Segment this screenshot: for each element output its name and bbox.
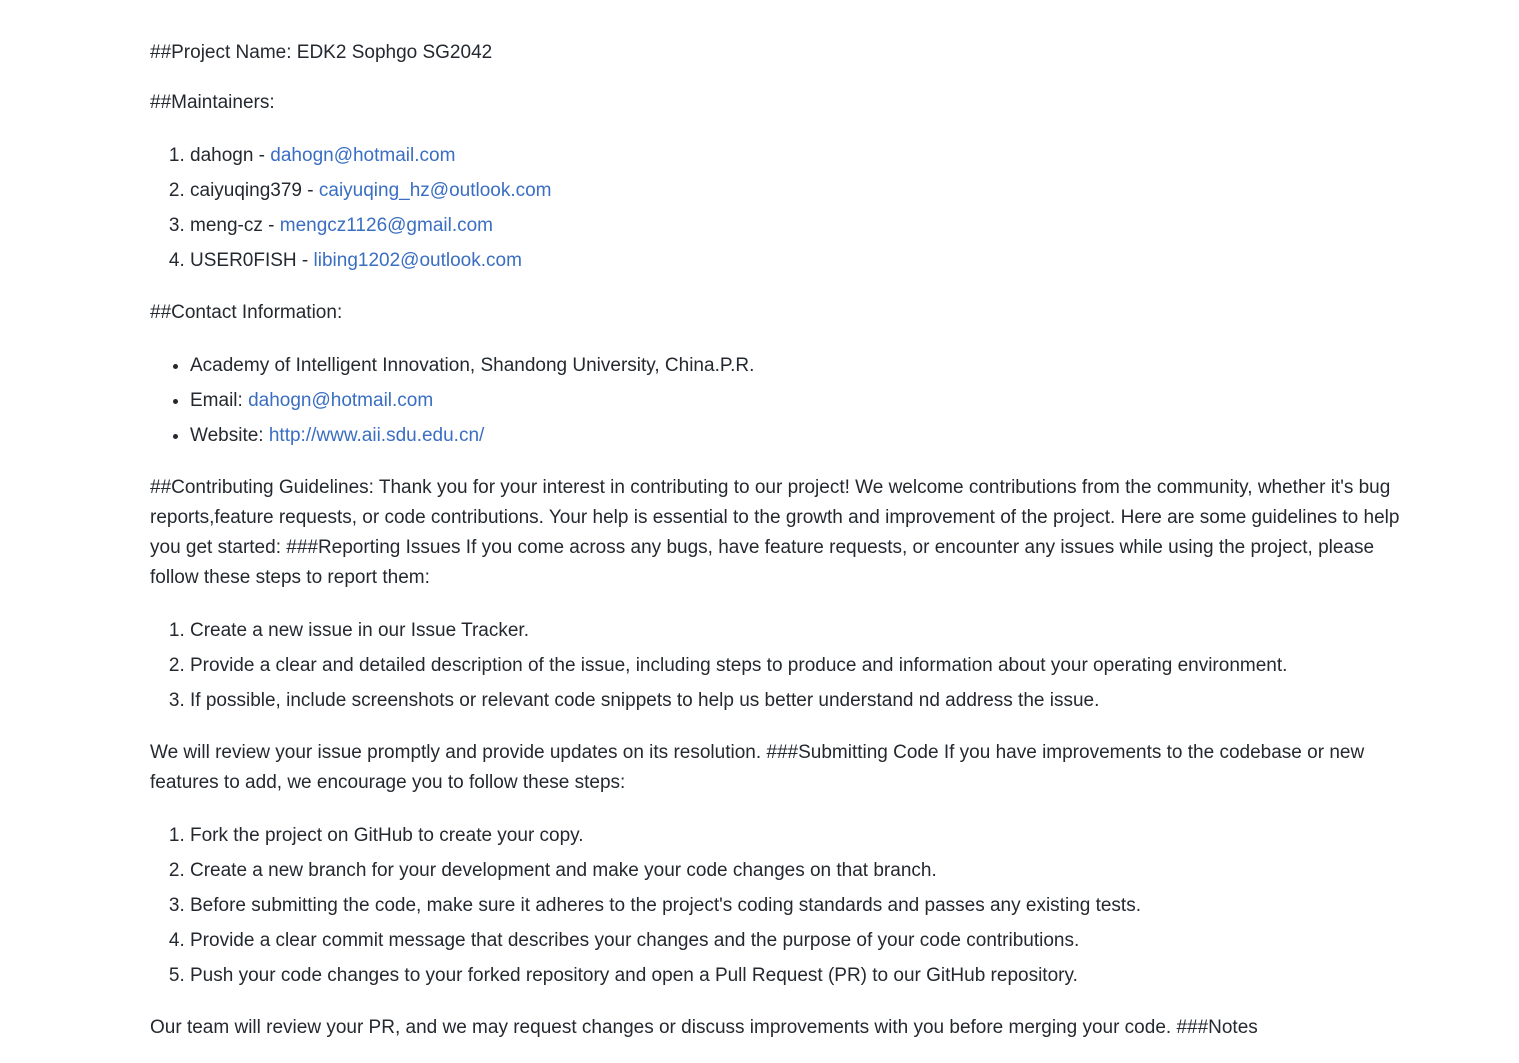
reporting-step: 3. If possible, include screenshots or relevant code snippets to help us better understand nd address the issue. xyxy=(190,683,1420,718)
contact-website-item xyxy=(190,418,1420,453)
contact-list xyxy=(150,348,1420,453)
submitting-step: 4. Provide a clear commit message that describes your changes and the purpose of your code contributions. xyxy=(190,923,1420,958)
maintainer-name: dahogn - xyxy=(190,145,271,166)
contact-website-label: Website: xyxy=(190,425,269,446)
contact-heading: ##Contact Information: xyxy=(150,302,343,323)
maintainers-heading: ##Maintainers: xyxy=(150,92,275,113)
maintainer-name: meng-cz - xyxy=(190,215,280,236)
maintainer-email-link[interactable]: dahogn@hotmail.com xyxy=(270,145,456,166)
contributing-paragraph: ##Contributing Guidelines: Thank you for your interest in contributing to our project! We welcome contributions from the community, whether it's bug reports,feature requests, or code contributions. Your help is essential to the growth and improvement of the project. Here are some guidelines to help you get started: ###Reporting Issues If you come across any bugs, have feature requests, or encounter any issues while using the project, please follow these steps to report them: xyxy=(150,477,1400,588)
contact-website-link[interactable]: http://www.aii.sdu.edu.cn/ xyxy=(268,425,485,446)
submitting-step: 5. Push your code changes to your forked repository and open a Pull Request (PR) to our GitHub repository. xyxy=(190,958,1420,993)
maintainer-name: caiyuqing379 - xyxy=(190,180,319,201)
contact-email-link[interactable]: dahogn@hotmail.com xyxy=(248,390,434,411)
maintainers-list xyxy=(150,138,1420,278)
maintainer-item xyxy=(190,208,1420,243)
contact-email-label: Email: xyxy=(190,390,249,411)
reporting-step: 1. Create a new issue in our Issue Tracker. xyxy=(190,613,1420,648)
contact-address: • Academy of Intelligent Innovation, Shandong University, China.P.R. xyxy=(190,348,1420,383)
reporting-step: 2. Provide a clear and detailed description of the issue, including steps to produce and information about your operating environment. xyxy=(190,648,1420,683)
maintainer-email-link[interactable]: mengcz1126@gmail.com xyxy=(279,215,493,236)
review-paragraph: We will review your issue promptly and provide updates on its resolution. ###Submitting Code If you have improvements to the codebase or new features to add, we encourage you to follow these steps: xyxy=(150,742,1365,793)
maintainer-email-link[interactable]: caiyuqing_hz@outlook.com xyxy=(318,180,552,201)
final-paragraph: Our team will review your PR, and we may request changes or discuss improvements with you before merging your code. ###Notes xyxy=(150,1017,1258,1038)
submitting-step: 2. Create a new branch for your development and make your code changes on that branch. xyxy=(190,853,1420,888)
maintainer-name: USER0FISH - xyxy=(190,250,314,271)
project-name: ##Project Name: EDK2 Sophgo SG2042 xyxy=(150,42,493,63)
contact-email-item xyxy=(190,383,1420,418)
readme-content xyxy=(150,38,1420,1063)
maintainer-email-link[interactable]: libing1202@outlook.com xyxy=(313,250,522,271)
maintainer-item xyxy=(190,173,1420,208)
submitting-steps-list xyxy=(150,818,1420,993)
submitting-step: 1. Fork the project on GitHub to create your copy. xyxy=(190,818,1420,853)
reporting-steps-list xyxy=(150,613,1420,718)
maintainer-item xyxy=(190,243,1420,278)
maintainer-item xyxy=(190,138,1420,173)
submitting-step: 3. Before submitting the code, make sure it adheres to the project's coding standards and passes any existing tests. xyxy=(190,888,1420,923)
